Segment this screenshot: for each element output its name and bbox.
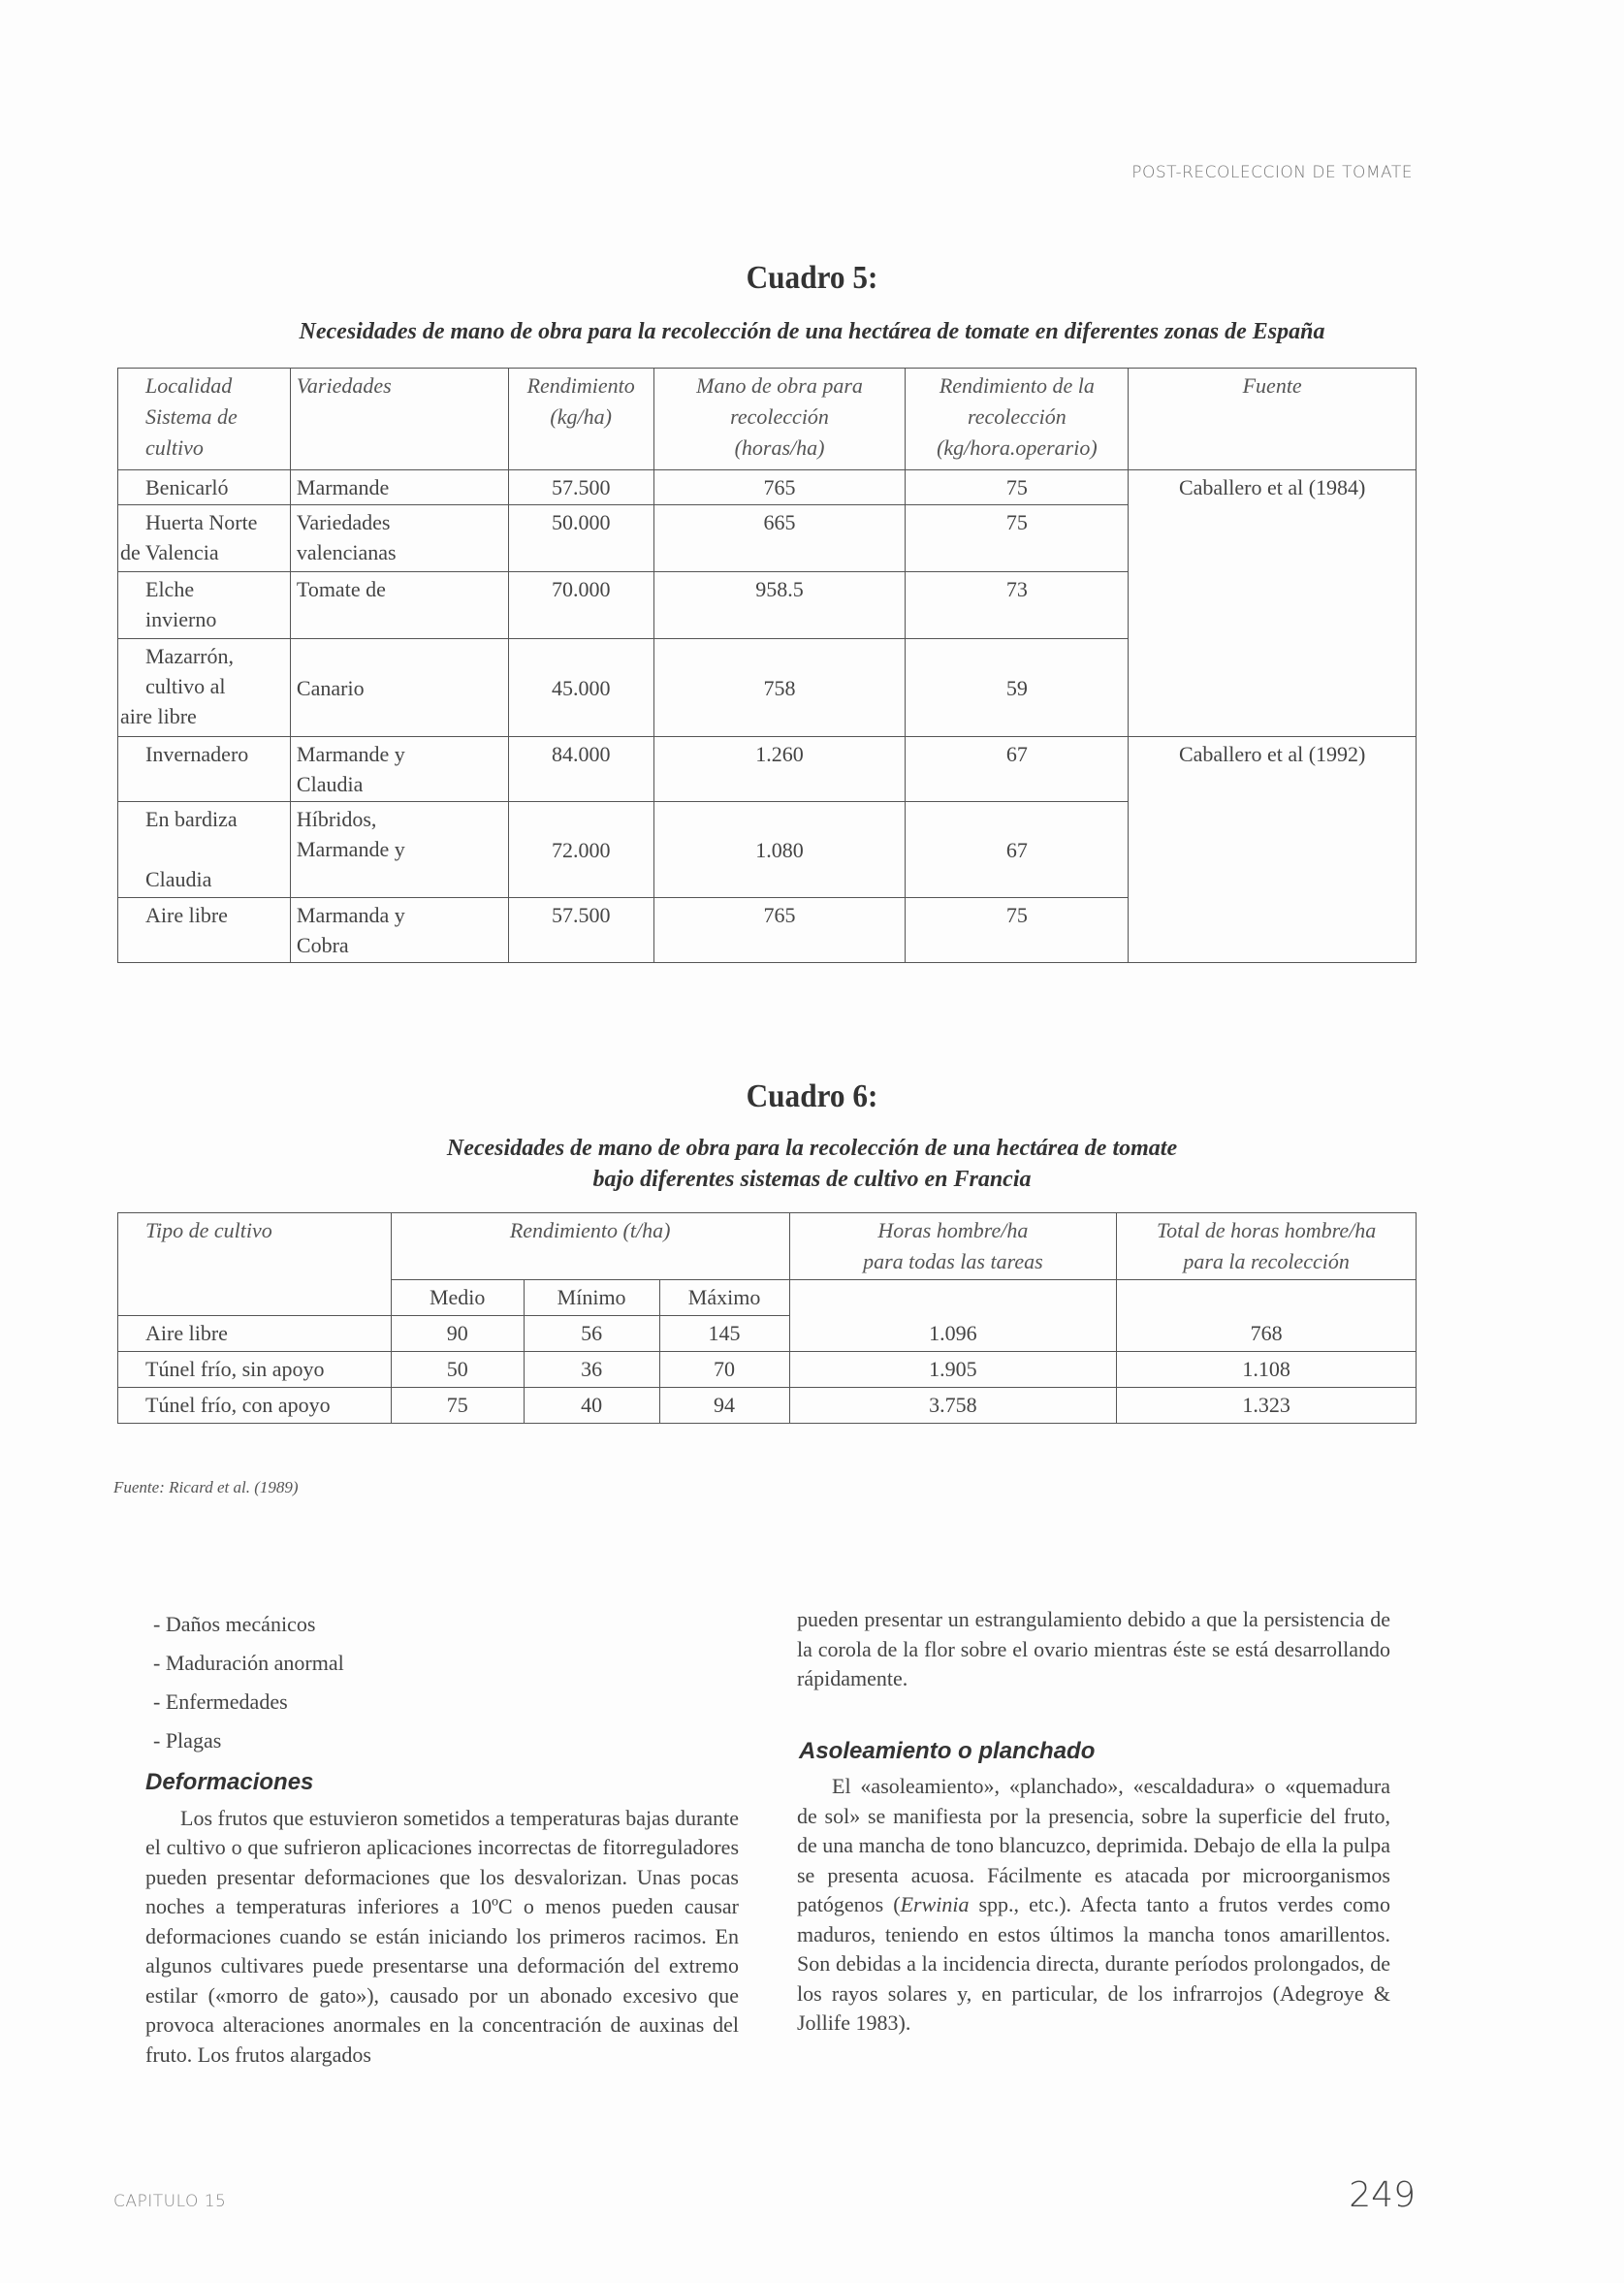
cell-variedades: Marmanda y Cobra: [290, 898, 508, 963]
cell-medio: 90: [391, 1316, 524, 1352]
cell-horas-recoleccion: 1.323: [1117, 1388, 1417, 1424]
cell-horas-recoleccion: 1.108: [1117, 1352, 1417, 1388]
section-heading-asoleamiento: Asoleamiento o planchado: [799, 1737, 1096, 1764]
cell-fuente: Caballero et al (1984): [1129, 470, 1417, 737]
cell-mano-obra: 758: [653, 639, 906, 737]
cuadro-6-subtitle-line1: Necesidades de mano de obra para la recolección de una hectárea de tomate: [446, 1136, 1178, 1161]
cell-horas-todas: 1.096: [789, 1280, 1117, 1352]
cell-variedades: Híbridos, Marmande y: [290, 802, 508, 898]
header-mano-obra: Mano de obra para recolección (horas/ha): [653, 369, 906, 470]
cell-tipo: Túnel frío, con apoyo: [118, 1388, 392, 1424]
paragraph-deformaciones: Los frutos que estuvieron sometidos a temperaturas bajas durante el cultivo o que sufrieron aplicaciones incorrectas de fitorreguladores pueden presentar deformaciones que los desvalorizan. Unas pocas noches a temperaturas inferiores a 10ºC o menos pueden causar deformaciones cuando se están iniciando los primeros racimos. En algunos cultivares puede presentarse una deformación del extremo estilar («morro de gato»), causado por un abonado excesivo que provoca alteraciones anormales en la concentración de auxinas del fruto. Los frutos alargados: [145, 1805, 739, 2067]
table-row: [118, 1352, 1417, 1388]
cell-mano-obra: 665: [653, 505, 906, 572]
section-heading-deformaciones: Deformaciones: [145, 1769, 314, 1795]
paragraph-asoleamiento: El «asoleamiento», «planchado», «escaldadura» o «quemadura de sol» se manifiesta por la presencia, sobre la superficie del fruto, de una mancha de tono blancuzco, deprimida. Debajo de ella la pulpa se presenta acuosa. Fácilmente es atacada por microorganismos patógenos (Erwinia spp., etc.). Afecta tanto a frutos verdes como maduros, teniendo en estos últimos la mancha tonos amarillentos. Son debidas a la incidencia directa, durante períodos prolongados, de los rayos solares y, en particular, de los infrarrojos (Adegroye & Jollife 1983).: [797, 1774, 1391, 2035]
defects-list: [145, 1605, 739, 1760]
cell-rendimiento: 45.000: [508, 639, 653, 737]
cell-localidad: Elche invierno: [118, 572, 291, 639]
cell-rend-recoleccion: 75: [906, 505, 1129, 572]
cell-minimo: 40: [524, 1388, 659, 1424]
cuadro-6-table: [117, 1212, 1417, 1424]
cell-maximo: 145: [659, 1316, 789, 1352]
table-row: [118, 1388, 1417, 1424]
cell-rend-recoleccion: 73: [906, 572, 1129, 639]
left-column: [145, 1605, 739, 2070]
table-header-row: [118, 369, 1417, 470]
cell-rendimiento: 57.500: [508, 898, 653, 963]
cell-medio: 50: [391, 1352, 524, 1388]
list-item: - Enfermedades: [153, 1689, 288, 1714]
header-medio: Medio: [391, 1280, 524, 1316]
cuadro-5-title: Cuadro 5:: [746, 260, 878, 296]
cuadro-5-table: [117, 368, 1417, 963]
cell-maximo: 94: [659, 1388, 789, 1424]
header-rendimiento: Rendimiento (t/ha): [391, 1213, 789, 1280]
list-item: - Maduración anormal: [153, 1651, 344, 1675]
header-tipo-cultivo: Tipo de cultivo: [118, 1213, 392, 1316]
header-fuente: Fuente: [1129, 369, 1417, 470]
cell-rend-recoleccion: 75: [906, 898, 1129, 963]
table-header-row: [118, 1213, 1417, 1280]
header-variedades: Variedades: [290, 369, 508, 470]
list-item: - Plagas: [153, 1728, 222, 1752]
cell-rendimiento: 84.000: [508, 737, 653, 802]
cell-mano-obra: 1.260: [653, 737, 906, 802]
header-localidad: Localidad Sistema de cultivo: [118, 369, 291, 470]
cell-rend-recoleccion: 67: [906, 737, 1129, 802]
cell-rendimiento: 70.000: [508, 572, 653, 639]
cell-mano-obra: 958.5: [653, 572, 906, 639]
cell-mano-obra: 765: [653, 470, 906, 505]
cell-localidad: Mazarrón, cultivo al aire libre: [118, 639, 291, 737]
cell-horas-recoleccion: 768: [1117, 1280, 1417, 1352]
cell-mano-obra: 1.080: [653, 802, 906, 898]
cell-minimo: 36: [524, 1352, 659, 1388]
cell-localidad: Invernadero: [118, 737, 291, 802]
header-horas-recoleccion: Total de horas hombre/ha para la recolección: [1117, 1213, 1417, 1280]
cell-rendimiento: 72.000: [508, 802, 653, 898]
page-number: 249: [1349, 2175, 1416, 2215]
cell-rendimiento: 57.500: [508, 470, 653, 505]
header-minimo: Mínimo: [524, 1280, 659, 1316]
cuadro-6-title: Cuadro 6:: [746, 1078, 878, 1114]
chapter-label: CAPITULO 15: [113, 2192, 227, 2211]
cuadro-6-subtitle-line2: bajo diferentes sistemas de cultivo en Francia: [592, 1167, 1032, 1192]
cell-variedades: Variedades valencianas: [290, 505, 508, 572]
cell-rendimiento: 50.000: [508, 505, 653, 572]
cell-localidad: En bardiza Claudia: [118, 802, 291, 898]
header-maximo: Máximo: [659, 1280, 789, 1316]
table-row: [118, 470, 1417, 505]
cell-fuente: Caballero et al (1992): [1129, 737, 1417, 963]
right-column: [797, 1605, 1390, 2039]
species-name: Erwinia: [900, 1892, 970, 1916]
cell-maximo: 70: [659, 1352, 789, 1388]
cuadro-5-subtitle: Necesidades de mano de obra para la recolección de una hectárea de tomate en diferentes zonas de España: [299, 319, 1325, 344]
cell-localidad: Aire libre: [118, 898, 291, 963]
cell-variedades: Marmande y Claudia: [290, 737, 508, 802]
cell-tipo: Túnel frío, sin apoyo: [118, 1352, 392, 1388]
cell-rend-recoleccion: 59: [906, 639, 1129, 737]
cell-rend-recoleccion: 67: [906, 802, 1129, 898]
table-row: [118, 737, 1417, 802]
paragraph-continuation: pueden presentar un estrangulamiento debido a que la persistencia de la corola de la flor sobre el ovario mientras éste se está desarrollando rápidamente.: [797, 1607, 1390, 1690]
cell-medio: 75: [391, 1388, 524, 1424]
cell-rend-recoleccion: 75: [906, 470, 1129, 505]
cell-localidad: Huerta Norte de Valencia: [118, 505, 291, 572]
list-item: - Daños mecánicos: [153, 1612, 316, 1636]
header-horas-todas: Horas hombre/ha para todas las tareas: [789, 1213, 1117, 1280]
header-rendimiento: Rendimiento (kg/ha): [508, 369, 653, 470]
cell-minimo: 56: [524, 1316, 659, 1352]
running-head: POST-RECOLECCION DE TOMATE: [1131, 163, 1413, 182]
cell-localidad: Benicarló: [118, 470, 291, 505]
cell-mano-obra: 765: [653, 898, 906, 963]
cell-horas-todas: 3.758: [789, 1388, 1117, 1424]
cell-horas-todas: 1.905: [789, 1352, 1117, 1388]
cell-variedades: Tomate de: [290, 572, 508, 639]
header-rend-recoleccion: Rendimiento de la recolección (kg/hora.operario): [906, 369, 1129, 470]
cell-variedades: Marmande: [290, 470, 508, 505]
cell-variedades: Canario: [290, 639, 508, 737]
cell-tipo: Aire libre: [118, 1316, 392, 1352]
table-source-note: Fuente: Ricard et al. (1989): [113, 1478, 299, 1496]
